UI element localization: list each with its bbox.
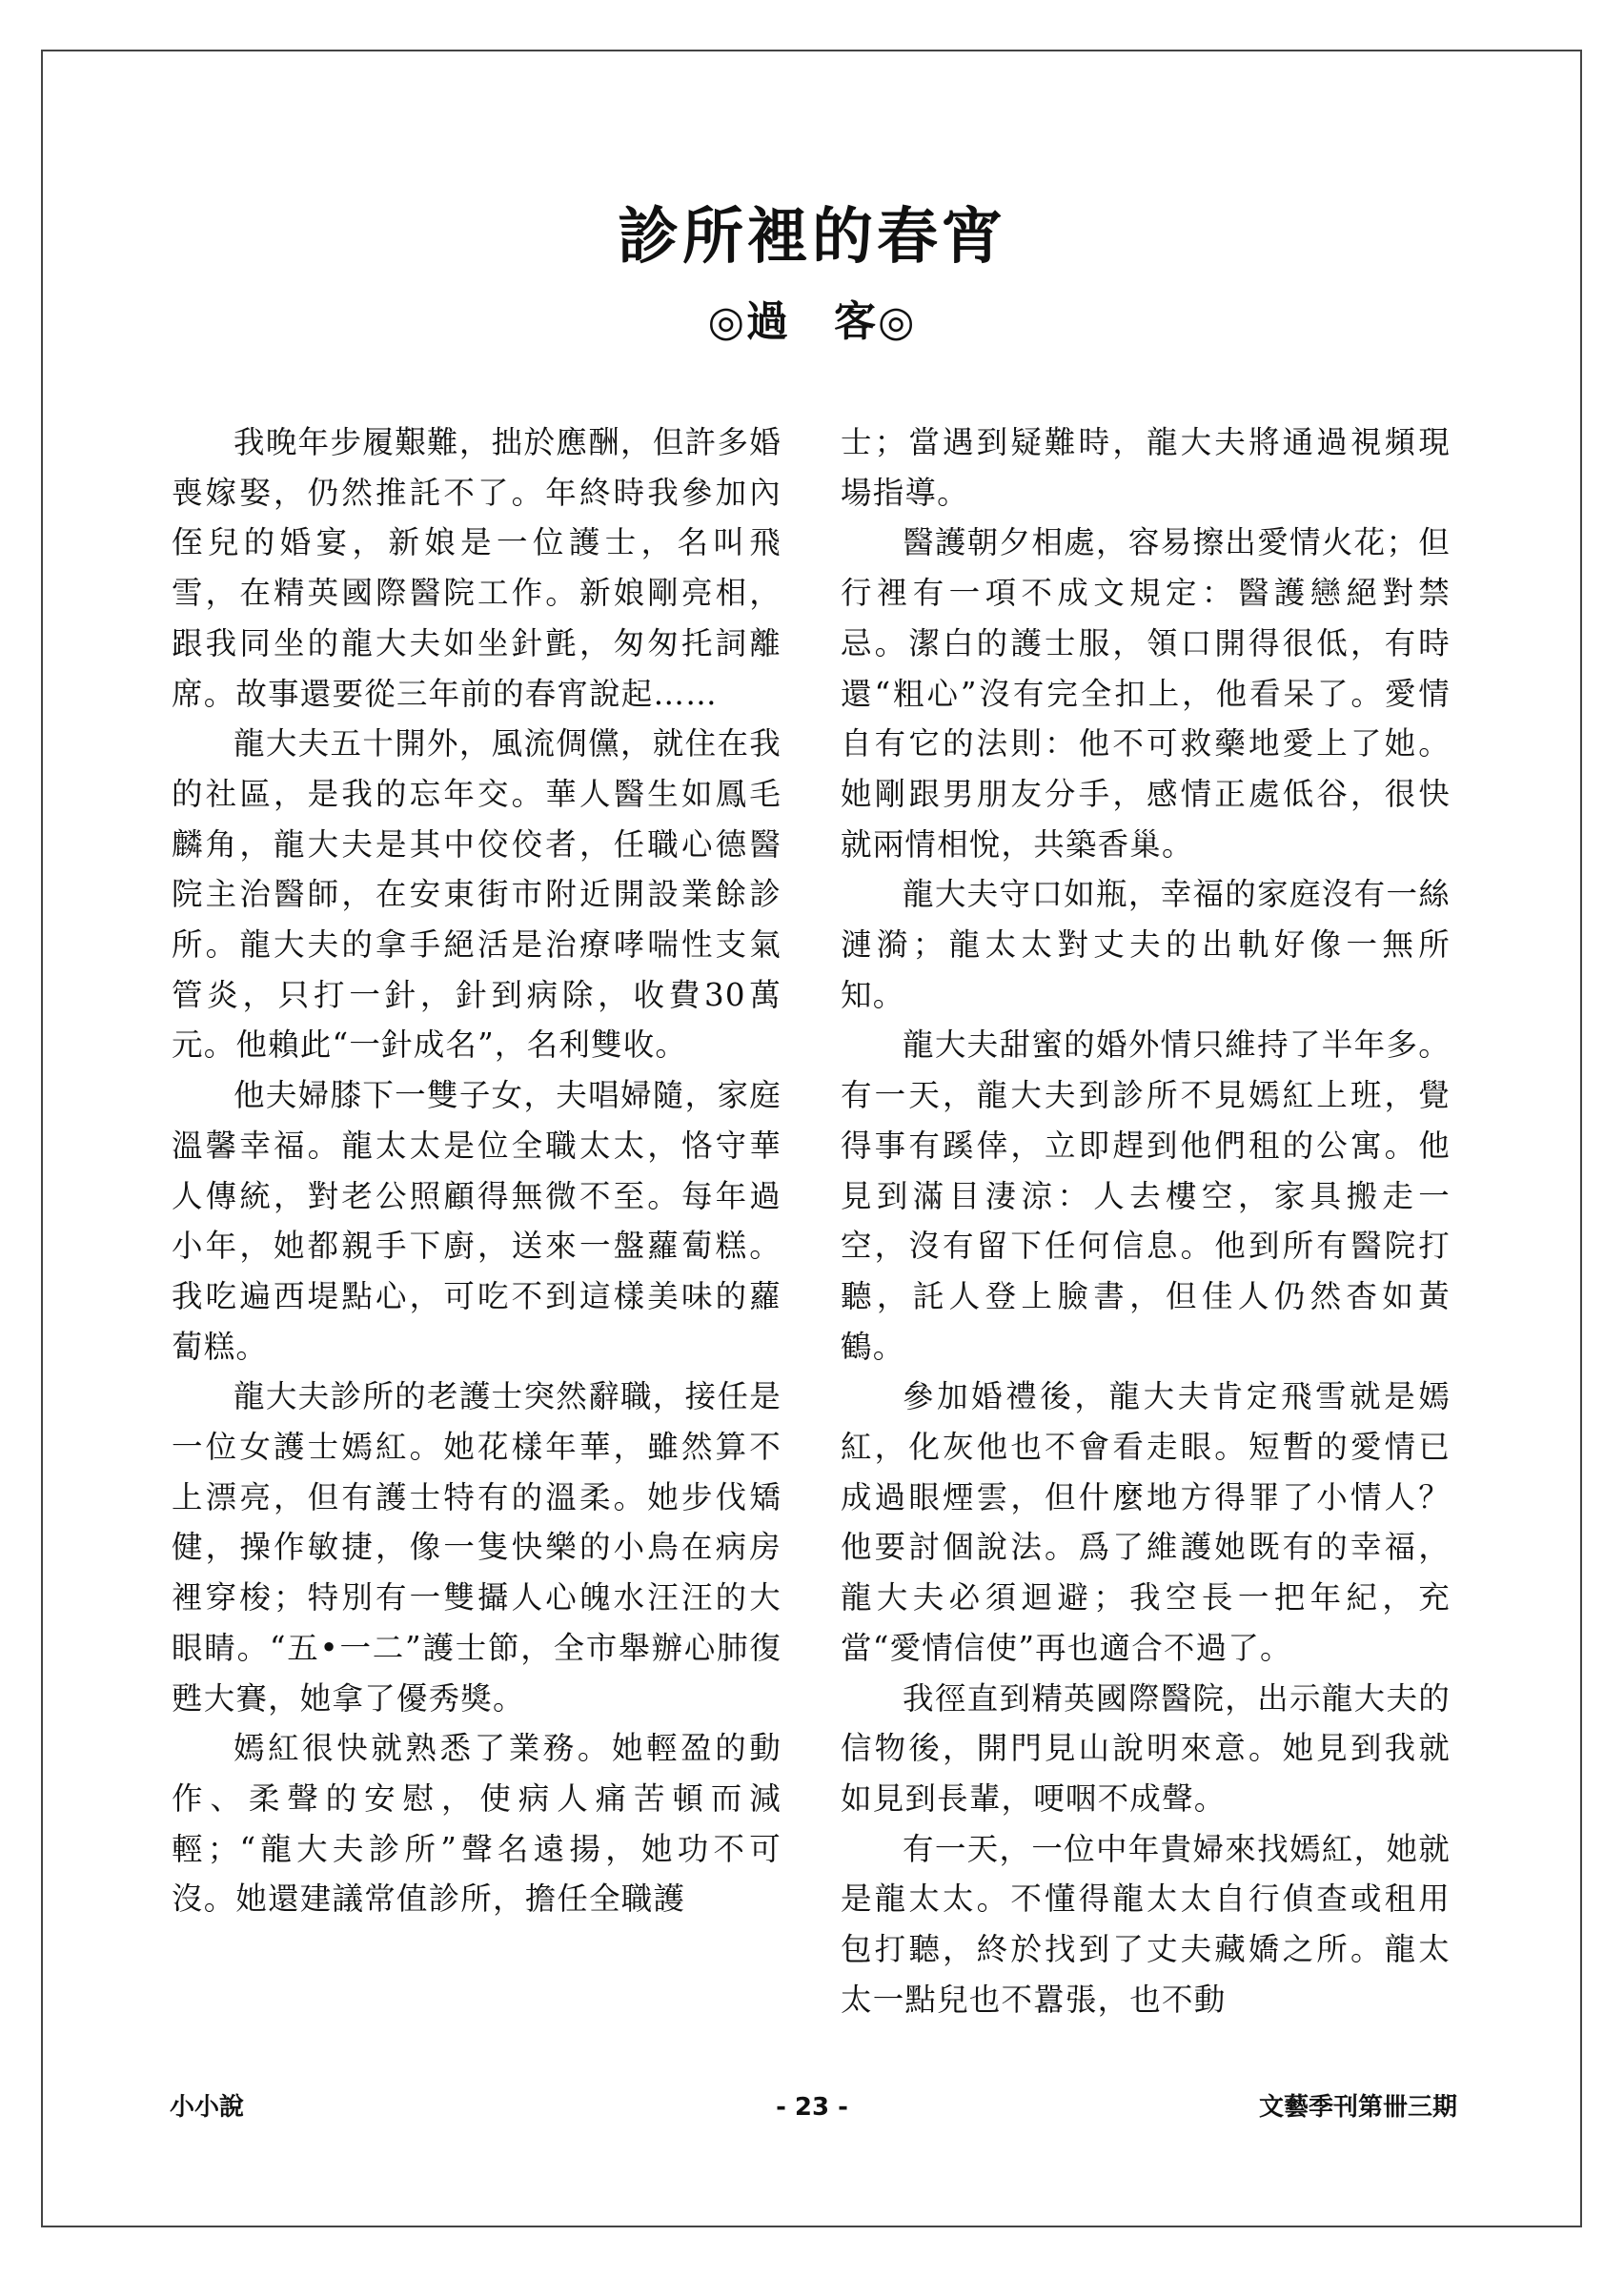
paragraph: 我徑直到精英國際醫院，出示龍大夫的信物後，開門見山說明來意。她見到我就如見到長輩，哽咽不成聲。 xyxy=(841,1679,1451,1817)
article-author: ◎過 客◎ xyxy=(707,297,917,346)
article-title: 診所裡的春宵 xyxy=(618,201,1006,273)
footer-page-number: - 23 - xyxy=(776,2093,848,2122)
right-column xyxy=(841,417,1451,2025)
paragraph: 有一天，一位中年貴婦來找嫣紅，她就是龍太太。不懂得龍太太自行偵查或租用包打聽，終於找到了丈夫藏嬌之所。龍太太一點兒也不囂張，也不動 xyxy=(841,1830,1451,2018)
footer-publication: 文藝季刊第卌三期 xyxy=(1258,2093,1457,2122)
paragraph: 醫護朝夕相處，容易擦出愛情火花；但行裡有一項不成文規定：醫護戀絕對禁忌。潔白的護士服，領口開得很低，有時還“粗心”沒有完全扣上，他看呆了。愛情自有它的法則：他不可救藥地愛上了她。她剛跟男朋友分手，感情正處低谷，很快就兩情相悅，共築香巢。 xyxy=(841,524,1451,863)
paragraph: 龍大夫守口如瓶，幸福的家庭沒有一絲漣漪；龍太太對丈夫的出軌好像一無所知。 xyxy=(841,876,1451,1013)
paragraph: 龍大夫甜蜜的婚外情只維持了半年多。有一天，龍大夫到診所不見嫣紅上班，覺得事有蹊倖，立即趕到他們租的公寓。他見到滿目淒涼：人去樓空，家具搬走一空，沒有留下任何信息。他到所有醫院打聽，託人登上臉書，但佳人仍然杳如黃鶴。 xyxy=(841,1027,1451,1365)
left-column xyxy=(172,417,782,1924)
paragraph: 士；當遇到疑難時，龍大夫將通過視頻現場指導。 xyxy=(841,424,1451,511)
footer-section-label: 小小說 xyxy=(170,2093,245,2122)
paragraph: 龍大夫五十開外，風流倜儻，就住在我的社區，是我的忘年交。華人醫生如鳳毛麟角，龍大夫是其中佼佼者，任職心德醫院主治醫師，在安東街市附近開設業餘診所。龍大夫的拿手絕活是治療哮喘性支氣管炎，只打一針，針到病除，收費30萬元。他賴此“一針成名”，名利雙收。 xyxy=(172,725,782,1064)
paragraph: 龍大夫診所的老護士突然辭職，接任是一位女護士嫣紅。她花樣年華，雖然算不上漂亮，但有護士特有的溫柔。她步伐矯健，操作敏捷，像一隻快樂的小鳥在病房裡穿梭；特別有一雙攝人心魄水汪汪的大眼睛。“五•一二”護士節，全市舉辦心肺復甦大賽，她拿了優秀獎。 xyxy=(172,1378,782,1717)
paragraph: 我晚年步履艱難，拙於應酬，但許多婚喪嫁娶，仍然推託不了。年終時我參加內侄兒的婚宴，新娘是一位護士，名叫飛雪，在精英國際醫院工作。新娘剛亮相，跟我同坐的龍大夫如坐針氈，匆匆托詞離席。故事還要從三年前的春宵說起…… xyxy=(172,424,782,712)
paragraph: 參加婚禮後，龍大夫肯定飛雪就是嫣紅，化灰他也不會看走眼。短暫的愛情已成過眼煙雲，但什麼地方得罪了小情人？他要討個說法。爲了維護她既有的幸福，龍大夫必須迴避；我空長一把年紀，充當“愛情信使”再也適合不過了。 xyxy=(841,1378,1451,1666)
paragraph: 他夫婦膝下一雙子女，夫唱婦隨，家庭溫馨幸福。龍太太是位全職太太，恪守華人傳統，對老公照顧得無微不至。每年過小年，她都親手下廚，送來一盤蘿蔔糕。我吃遍西堤點心，可吃不到這樣美味的蘿蔔糕。 xyxy=(172,1077,782,1365)
paragraph: 嫣紅很快就熟悉了業務。她輕盈的動作、柔聲的安慰，使病人痛苦頓而減輕；“龍大夫診所”聲名遠揚，她功不可沒。她還建議常值診所，擔任全職護 xyxy=(172,1730,782,1918)
